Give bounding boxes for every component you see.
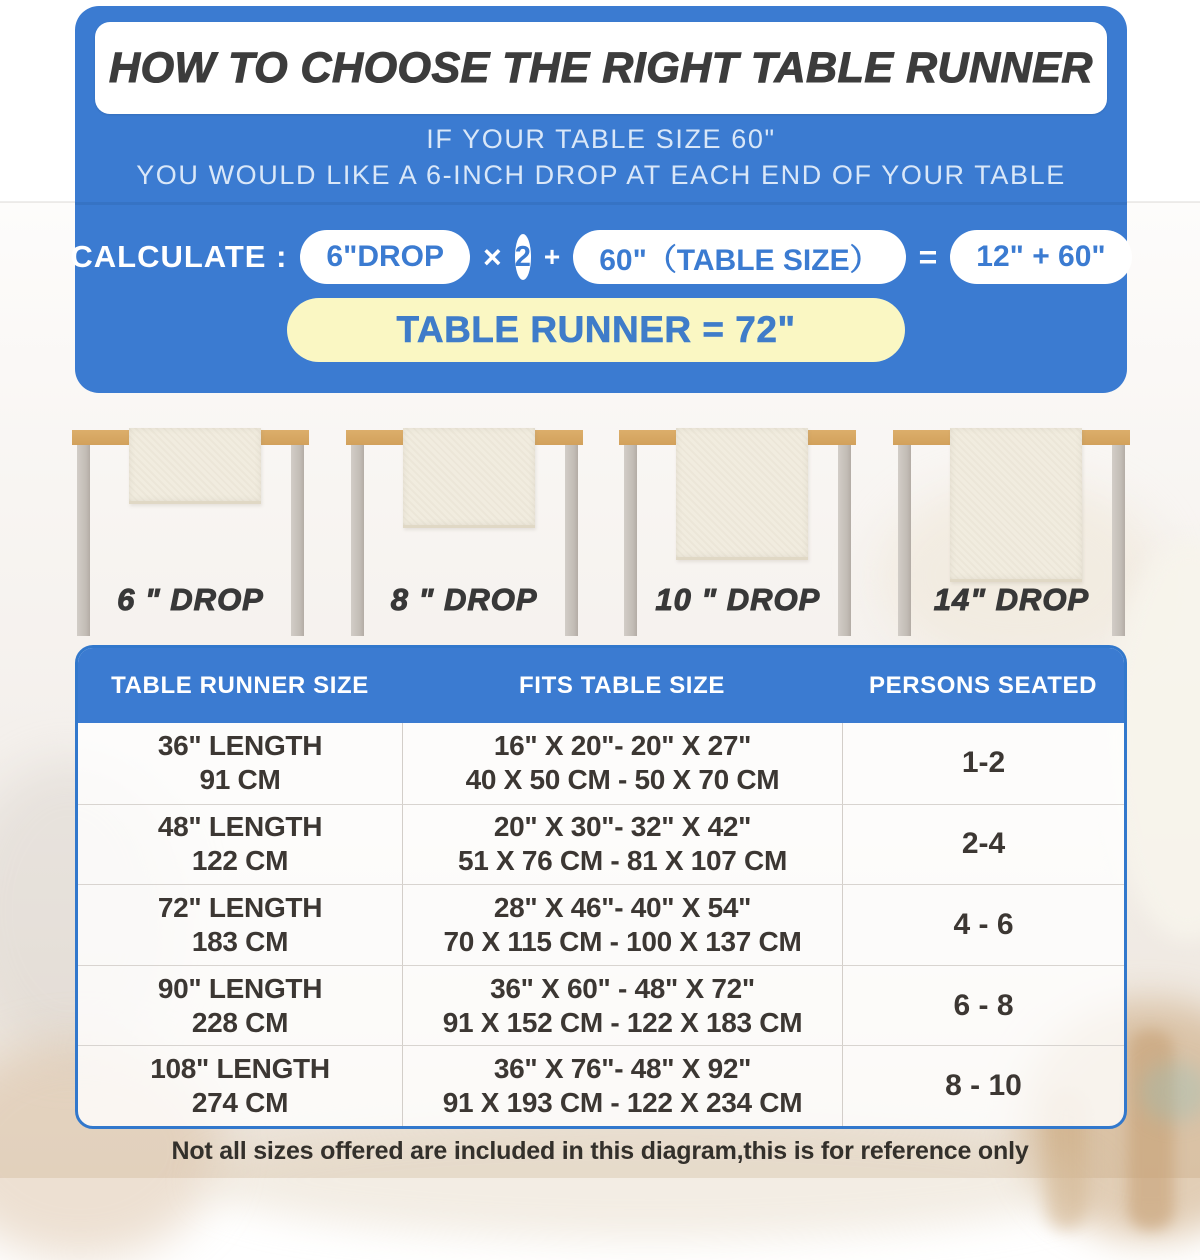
- runner-size-cm: 274 CM: [191, 1087, 289, 1119]
- drop-figure-6in: [72, 430, 309, 640]
- multiply-sign: ×: [483, 238, 502, 275]
- runner-size-cm: 91 CM: [199, 764, 281, 796]
- table-runner: [676, 428, 808, 560]
- persons-seated: 6 - 8: [953, 988, 1014, 1022]
- drop-figure-14in: [893, 430, 1130, 640]
- drop-examples: [72, 430, 1130, 642]
- page-title: HOW TO CHOOSE THE RIGHT TABLE RUNNER: [109, 43, 1093, 92]
- fits-table-cell: [402, 1046, 842, 1126]
- fits-size-inches: 36" X 76"- 48" X 92": [493, 1053, 752, 1085]
- fits-size-cm: 40 X 50 CM - 50 X 70 CM: [465, 764, 780, 796]
- runner-size-cm: 122 CM: [191, 845, 289, 877]
- table-size-pill: 60"（TABLE SIZE）: [573, 230, 905, 284]
- subtitle-line-2: YOU WOULD LIKE A 6-INCH DROP AT EACH END OF YOUR TABLE: [136, 160, 1066, 190]
- runner-size-inches: 48" LENGTH: [157, 811, 323, 843]
- table-row: [78, 965, 1124, 1046]
- runner-size-inches: 36" LENGTH: [157, 730, 323, 762]
- size-chart-panel: [75, 645, 1127, 1129]
- persons-cell: [842, 966, 1124, 1046]
- drop-label: 14" DROP: [933, 582, 1090, 617]
- persons-cell: [842, 723, 1124, 804]
- background-chair-leg-shape: [1128, 1030, 1174, 1230]
- persons-seated: 8 - 10: [945, 1069, 1022, 1103]
- persons-cell: [842, 1046, 1124, 1126]
- multiplier-circle: 2: [515, 234, 531, 280]
- drop-pill: 6"DROP: [300, 230, 470, 284]
- result-pill: TABLE RUNNER = 72": [287, 298, 905, 362]
- plus-sign: +: [543, 241, 561, 272]
- column-header-runner-size: TABLE RUNNER SIZE: [111, 671, 369, 699]
- drop-label: 10 " DROP: [655, 582, 821, 617]
- persons-seated: 4 - 6: [953, 907, 1014, 941]
- runner-size-inches: 90" LENGTH: [157, 972, 323, 1004]
- fits-size-inches: 16" X 20"- 20" X 27": [493, 730, 752, 762]
- fits-size-cm: 91 X 193 CM - 122 X 234 CM: [442, 1087, 803, 1119]
- hero-panel: [70, 6, 1127, 393]
- drop-label: 8 " DROP: [390, 582, 538, 617]
- reference-note: Not all sizes offered are included in this diagram,this is for reference only: [171, 1137, 1029, 1165]
- runner-size-cell: [78, 805, 402, 885]
- subtitle-line-1: IF YOUR TABLE SIZE 60": [426, 124, 776, 154]
- sum-pill: 12" + 60": [950, 230, 1131, 284]
- runner-size-cm: 183 CM: [191, 925, 289, 957]
- equals-sign: =: [918, 238, 938, 275]
- calculation-row: [70, 230, 1127, 284]
- table-row: [78, 804, 1124, 885]
- fits-size-inches: 28" X 46"- 40" X 54": [493, 891, 752, 923]
- drop-figure-8in: [346, 430, 583, 640]
- drop-label: 6 " DROP: [117, 582, 264, 617]
- persons-cell: [842, 885, 1124, 965]
- runner-size-inches: 108" LENGTH: [150, 1053, 330, 1085]
- table-row: [78, 1045, 1124, 1126]
- fits-size-cm: 70 X 115 CM - 100 X 137 CM: [443, 925, 802, 957]
- fits-size-inches: 36" X 60" - 48" X 72": [490, 972, 755, 1004]
- fits-size-cm: 51 X 76 CM - 81 X 107 CM: [458, 845, 787, 877]
- persons-seated: 2-4: [961, 827, 1006, 861]
- size-chart-body: [78, 723, 1124, 1126]
- runner-size-cell: [78, 885, 402, 965]
- fits-table-cell: [402, 805, 842, 885]
- size-chart-header: [78, 648, 1124, 723]
- runner-size-cell: [78, 1046, 402, 1126]
- title-box: [95, 22, 1107, 114]
- persons-cell: [842, 805, 1124, 885]
- column-header-fits-table: FITS TABLE SIZE: [519, 671, 725, 699]
- runner-size-inches: 72" LENGTH: [157, 891, 323, 923]
- table-runner: [950, 428, 1082, 582]
- persons-seated: 1-2: [961, 746, 1006, 780]
- table-runner: [403, 428, 535, 528]
- column-header-persons: PERSONS SEATED: [869, 671, 1097, 699]
- photo-edge-line: [75, 202, 1127, 205]
- fits-size-cm: 91 X 152 CM - 122 X 183 CM: [442, 1006, 803, 1038]
- runner-size-cell: [78, 723, 402, 804]
- calculate-label: CALCULATE :: [70, 239, 288, 274]
- table-row: [78, 723, 1124, 804]
- fits-size-inches: 20" X 30"- 32" X 42": [493, 811, 752, 843]
- runner-size-cell: [78, 966, 402, 1046]
- fits-table-cell: [402, 966, 842, 1046]
- fits-table-cell: [402, 885, 842, 965]
- runner-size-cm: 228 CM: [191, 1006, 289, 1038]
- drop-figure-10in: [619, 430, 856, 640]
- table-row: [78, 884, 1124, 965]
- fits-table-cell: [402, 723, 842, 804]
- table-runner: [129, 428, 261, 504]
